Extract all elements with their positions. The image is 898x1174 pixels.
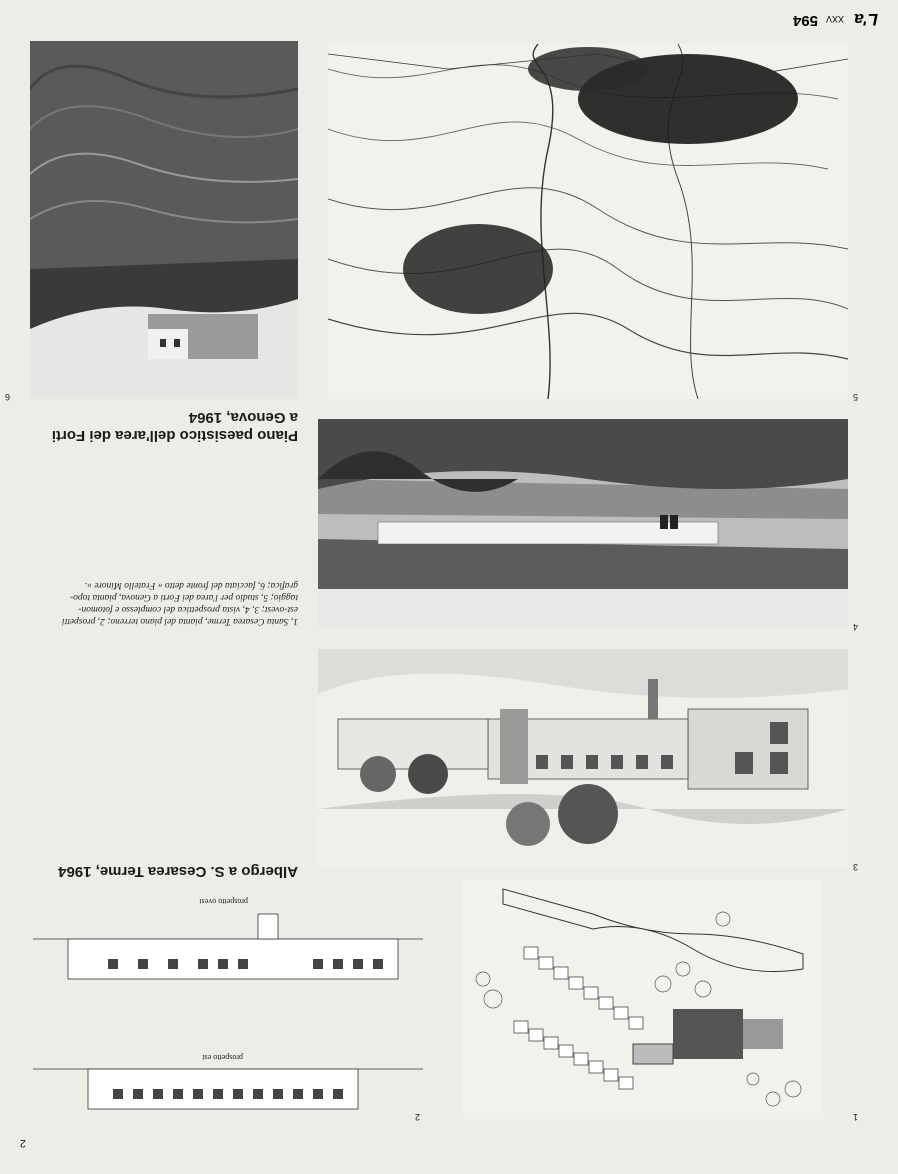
caption-line-1: 1, Santa Cesarea Terme, pianta del piano terreno; 2, prospetti (61, 616, 298, 626)
topographic-map-image (328, 44, 848, 399)
site-plan-image (463, 879, 823, 1119)
figure-4-number: 4 (852, 622, 858, 632)
figure-5-number: 5 (852, 392, 858, 402)
perspective-drawing-image (318, 649, 848, 869)
fort-photo-image (30, 41, 298, 399)
caption-line-4: grafica; 6, facciata del fronte detto « Fratello Minore ». (84, 580, 298, 590)
figure-5-topographic-map (328, 44, 848, 399)
elevations-image (28, 884, 428, 1124)
figure-2-elevations (28, 884, 428, 1124)
elevation-label-est: prospetto est (202, 1053, 243, 1062)
figure-2-number: 2 (414, 1112, 420, 1122)
section-title-genova-line1: Piano paesistico dell'area dei Forti (51, 427, 298, 444)
figure-6-photograph (30, 41, 298, 399)
figure-6-number: 6 (4, 392, 10, 402)
figure-1-number: 1 (852, 1112, 858, 1122)
section-title-genova (28, 408, 298, 444)
issue-number: 594 (792, 12, 818, 29)
figure-3-number: 3 (852, 862, 858, 872)
elevation-label-ovest: prospetto ovest (199, 897, 248, 906)
figure-4-photomontage (318, 419, 848, 629)
magazine-header (758, 9, 878, 29)
figure-3-perspective-drawing (318, 649, 848, 869)
volume-label: XXV (825, 14, 844, 24)
page-number: 2 (19, 1137, 26, 1149)
section-title-cesarea: Albergo a S. Cesarea Terme, 1964 (58, 863, 298, 880)
caption-line-2: est-ovest; 3, 4, vista prospettica del complesso e fotomon- (78, 604, 298, 614)
magazine-logo: L'a (854, 10, 878, 29)
figure-caption (23, 579, 298, 627)
figure-1-site-plan (463, 879, 823, 1119)
caption-line-3: taggio; 5, studio per l'area dei Forti a Genova, pianta topo- (69, 592, 298, 602)
photomontage-image (318, 419, 848, 629)
section-title-genova-line2: a Genova, 1964 (188, 409, 298, 426)
